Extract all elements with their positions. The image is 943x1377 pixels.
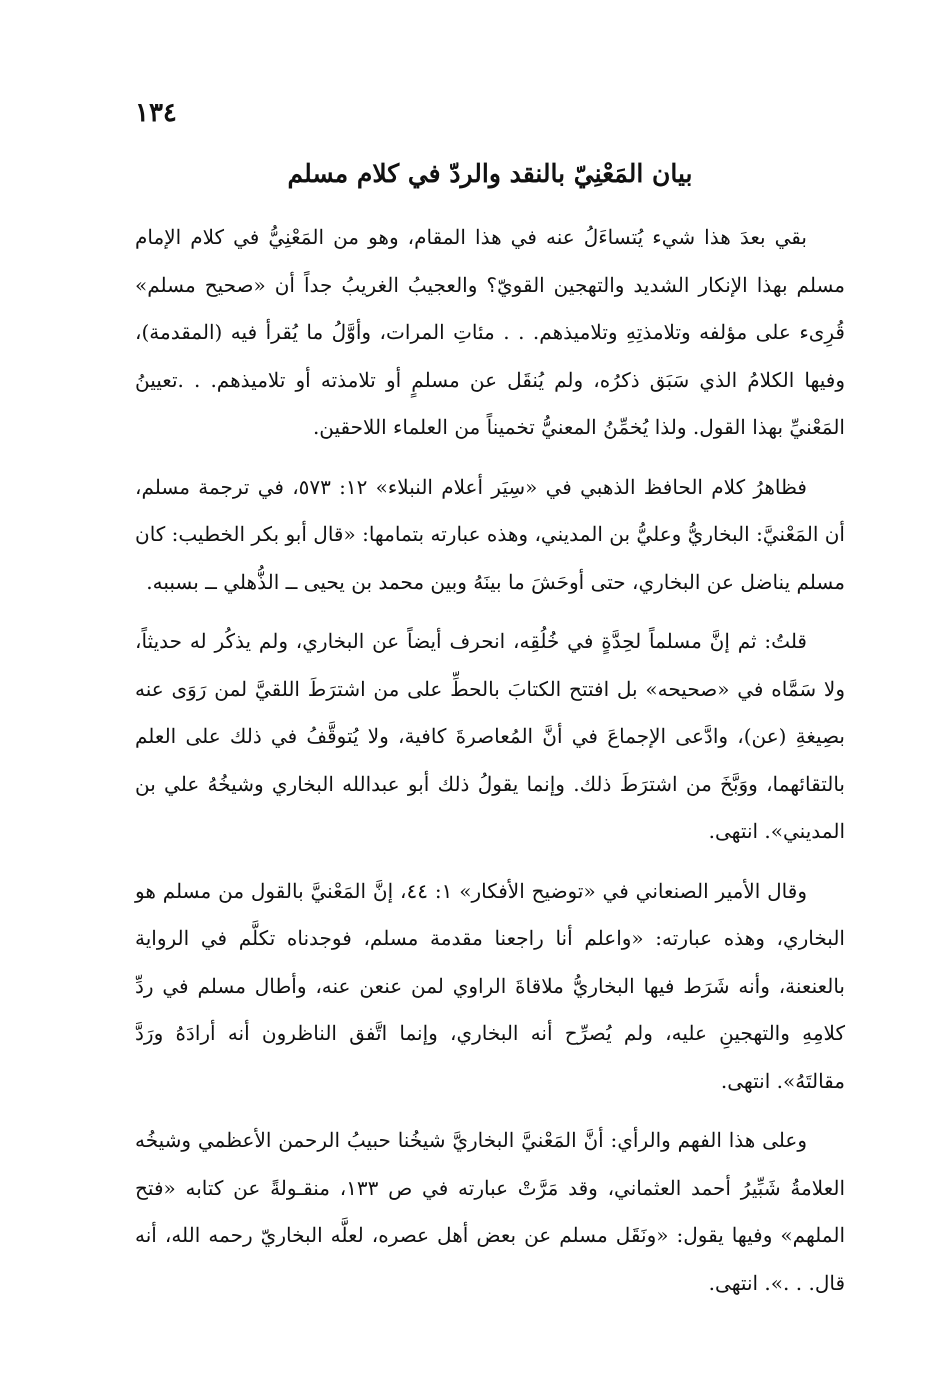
book-page: [135, 96, 845, 1336]
paragraph: قلتُ: ثم إنَّ مسلماً لحِدَّةٍ في خُلُقِه، انحرف أيضاً عن البخاري، ولم يذكُر له حديثاً، ولا سَمَّاه في «صحيحه» بل افتتح الكتابَ بالحطِّ على من اشترَطَ اللقيَّ لمن رَوَى عنه بصِيغةِ (عن)، وادَّعى الإجماعَ في أنَّ المُعاصرةَ كافية، ولا يُتوقَّفُ في ذلك على العلم بالتقائهما، ووَبَّخَ من اشترَطَ ذلك. وإنما يقولُ ذلك أبو عبدالله البخاري وشيخُهُ علي بن المديني». انتهى.: [135, 629, 845, 843]
section-heading: بيان المَعْنِيّ بالنقد والردّ في كلام مسلم: [287, 159, 693, 188]
body-text: [135, 214, 845, 1319]
paragraph: فظاهرُ كلام الحافظ الذهبي في «سِيَر أعلام النبلاء» ١٢: ٥٧٣، في ترجمة مسلم، أن المَعْنيَّ: البخاريُّ وعليُّ بن المديني، وهذه عبارته بتمامها: «قال أبو بكر الخطيب: كان مسلم يناضل عن البخاري، حتى أوحَشَ ما بينَهُ وبين محمد بن يحيى ــ الذُّهلي ــ بسببه.: [135, 474, 845, 594]
page-number: ١٣٤: [135, 98, 177, 128]
paragraph: بقي بعدَ هذا شيء يُتساءَلُ عنه في هذا المقام، وهو من المَعْنِيُّ في كلام الإمام مسلم بهذا الإنكار الشديد والتهجين القويّ؟ والعجيبُ الغريبُ جداً أن «صحيح مسلم» قُرِىء على مؤلفه وتلامذتِهِ وتلاميذهم. . . مئاتِ المرات، وأوَّلُ ما يُقرأ فيه (المقدمة)، وفيها الكلامُ الذي سَبَق ذكرُه، ولم يُنقَل عن مسلمٍ أو تلامذته أو تلاميذهم. . .تعيينُ المَعْنيِّ بهذا القول. ولذا يُخمِّنُ المعنيُّ تخميناً من العلماء اللاحقين.: [135, 225, 845, 439]
paragraph: وقال الأمير الصنعاني في «توضيح الأفكار» ١: ٤٤، إنَّ المَعْنيَّ بالقول من مسلم هو البخاري، وهذه عبارته: «واعلم أنا راجعنا مقدمة مسلم، فوجدناه تكلَّم في الرواية بالعنعنة، وأنه شَرَط فيها البخاريُّ ملاقاةَ الراوي لمن عنعن عنه، وأطال مسلم في ردِّ كلامِهِ والتهجينِ عليه، ولم يُصرِّح أنه البخاري، وإنما اتَّفق الناظرون أنه أرادَهُ ورَدَّ مقالتَهُ». انتهى.: [135, 878, 845, 1093]
paragraph: وعلى هذا الفهم والرأي: أنَّ المَعْنيَّ البخاريَّ شيخُنا حبيبُ الرحمن الأعظمي وشيخُه العلامةُ شَبِّيرُ أحمد العثماني، وقد مَرَّتْ عبارته في ص ١٣٣، منقـولةً عن كتابه «فتح الملهم» وفيها يقول: «ونَقَل مسلم عن بعض أهل عصره، لعلَّه البخاريّ رحمه الله، أنه قال. . .». انتهى.: [135, 1128, 845, 1295]
